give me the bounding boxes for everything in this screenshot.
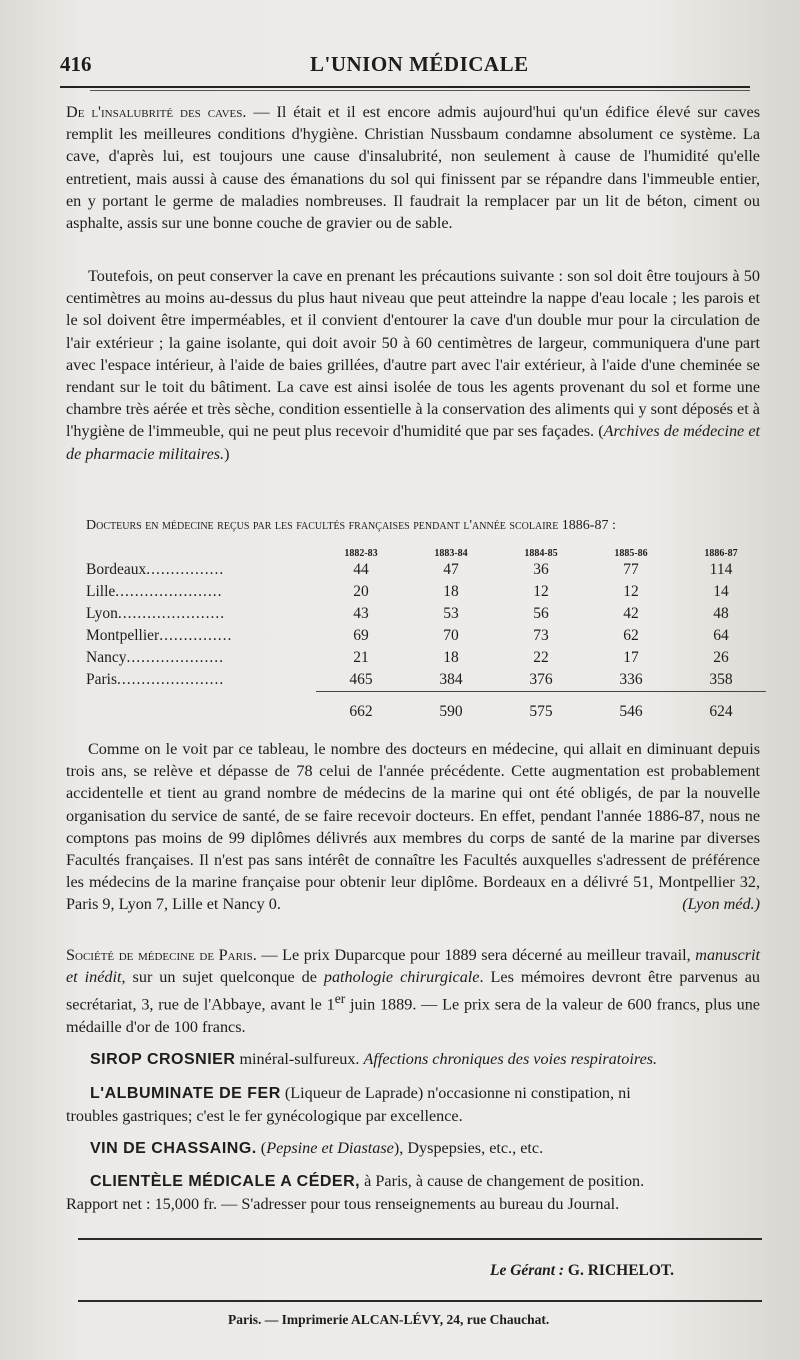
table-header-row xyxy=(86,545,766,559)
imprint: Paris. — Imprimerie ALCAN-LÉVY, 24, rue Chauchat. xyxy=(228,1312,550,1327)
table-cell: 336 xyxy=(619,671,643,688)
table-header-city xyxy=(86,545,316,559)
signature-label: Le Gérant : xyxy=(490,1262,565,1279)
table-cell: 62 xyxy=(623,627,639,644)
table-cell: 12 xyxy=(623,583,639,600)
header-rule-thin xyxy=(90,90,750,91)
ad-brand: SIROP CROSNIER xyxy=(90,1051,236,1068)
table-row xyxy=(86,603,766,625)
source-paren-open: ( xyxy=(594,422,604,441)
ad-brand: L'ALBUMINATE DE FER xyxy=(90,1085,281,1102)
table-cell: 47 xyxy=(443,561,459,578)
leader-dots: ...................... xyxy=(117,605,226,622)
ad-text: à Paris, à cause de changement de position. xyxy=(360,1172,645,1190)
city-name: Bordeaux xyxy=(86,561,147,578)
society-text-italic: pathologie chirurgicale xyxy=(323,968,480,987)
ad-text: troubles gastriques; c'est le fer gynécologique par excellence. xyxy=(66,1107,463,1126)
article-caves-source: Archives de médecine et de pharmacie militaires. xyxy=(66,422,761,463)
leader-dots: ...................... xyxy=(117,671,225,689)
table-cell: 14 xyxy=(713,583,729,600)
article-caves-paragraph-2 xyxy=(66,265,760,465)
table-cell: 43 xyxy=(353,605,369,622)
table-cell-city xyxy=(86,647,316,669)
signature-name: G. RICHELOT. xyxy=(567,1262,674,1279)
commentary-paragraph xyxy=(66,738,760,916)
table-cell: 114 xyxy=(709,561,733,578)
society-text-italic: manuscrit et inédit xyxy=(66,946,760,987)
ad-sirop-crosnier xyxy=(90,1048,784,1071)
table-cell: 12 xyxy=(533,583,549,600)
table-cell: 21 xyxy=(353,649,369,666)
table-header-year: 1886-87 xyxy=(704,547,738,559)
ad-text-italic: Affections chroniques des voies respiratoires. xyxy=(363,1050,658,1068)
source-paren-close: ) xyxy=(224,444,230,463)
society-paragraph xyxy=(66,944,760,1038)
signature-rule xyxy=(78,1238,762,1240)
leader-dots: ................ xyxy=(146,561,225,578)
commentary-source: (Lyon méd.) xyxy=(682,895,760,914)
table-cell: 69 xyxy=(353,627,369,644)
table-cell-city xyxy=(86,692,316,725)
commentary-body: Comme on le voit par ce tableau, le nombre des docteurs en médecine, qui allait en diminuant depuis trois ans, se relève et dépasse de 78 celui de l'année précédente. Cette augmentation est probablement accidentelle et tient au grand nombre de médecins de la marine qui ont été obligés, de par la nouvelle organisation du service de santé, de se faire recevoir docteurs. En effet, pendant l'année 1886-87, nous ne comptons pas moins de 99 diplômes délivrés aux membres du corps de santé de la marine par diverses Facultés françaises. Il n'est pas sans intérêt de connaître les Facultés auxquelles s'adressent de préférence les médecins de la marine française pour obtenir leur diplôme. Bordeaux en a délivré 51, Montpellier 32, Paris 9, Lyon 7, Lille et Nancy 0. xyxy=(66,740,760,914)
signature xyxy=(490,1262,674,1280)
article-caves-paragraph-1 xyxy=(66,101,760,234)
table-cell-city xyxy=(86,581,316,603)
table-total-cell: 546 xyxy=(586,692,676,725)
society-heading: Société de médecine de Paris. xyxy=(66,946,257,964)
table-title: Docteurs en médecine reçus par les facultés françaises pendant l'année scolaire 1886-87 : xyxy=(86,518,616,533)
table-header-year: 1882-83 xyxy=(344,547,378,559)
table-total-cell: 624 xyxy=(676,692,766,725)
table-cell-city xyxy=(86,669,316,692)
society-date-sup: er xyxy=(334,991,346,1007)
header-rule xyxy=(60,86,750,88)
article-caves-body-2: Toutefois, on peut conserver la cave en prenant les précautions suivante : son sol doit être toujours à 50 centimètres au moins au-dessus du plus haut niveau que peut atteindre la nappe d'eau locale ; les parois et le sol doivent être imperméables, et il convient d'entourer la cave d'un double mur pour la circulation de l'air extérieur ; la gaine isolante, qui doit avoir 50 à 60 centimètres de largeur, communiquera d'une part avec l'espace intérieur, à l'aide de baies grillées, d'autre part avec l'air extérieur, à l'aide d'une cheminée se rendant sur le toit du bâtiment. La cave est ainsi isolée de tous les agents provenant du sol et forme une chambre très aérée et très sèche, condition essentielle à la conservation des aliments qui y sont déposés et à l'hygiène de l'immeuble, qui ne peut plus recevoir d'humidité que par ses façades. xyxy=(66,267,760,441)
table-header-year: 1885-86 xyxy=(614,547,648,559)
table-cell: 56 xyxy=(533,605,549,622)
table-row xyxy=(86,581,766,603)
table-cell: 73 xyxy=(533,627,549,644)
society-date: 1 xyxy=(326,995,335,1014)
table-cell: 17 xyxy=(623,649,639,666)
table-cell: 465 xyxy=(349,671,373,688)
table-cell: 26 xyxy=(713,649,729,666)
leader-dots: .................... xyxy=(126,649,224,666)
leader-dots: ...................... xyxy=(115,583,223,600)
article-caves-body: — Il était et il est encore admis aujourd'hui qu'un édifice élevé sur caves remplit les meilleures conditions d'hygiène. Christian Nussbaum condamne absolument ce système. La cave, d'après lui, est toujours une cause d'insalubrité, non seulement à cause de l'humidité qu'elle entretient, mais aussi à cause des émanations du sol qui finissent par se répandre dans l'immeuble entier, en y portant le germe de maladies nombreuses. Il faudrait la remplacer par un lit de béton, ciment ou asphalte, assis sur une bonne couche de gravier ou de sable. xyxy=(66,103,760,233)
city-name: Montpellier xyxy=(86,627,160,644)
table-cell-city xyxy=(86,603,316,625)
table-cell: 64 xyxy=(713,627,729,644)
society-text: — Le prix Duparcque pour 1889 sera décerné au meilleur travail, xyxy=(256,946,696,964)
table-row xyxy=(86,625,766,647)
table-cell: 42 xyxy=(623,605,639,622)
table-cell: 18 xyxy=(443,583,459,600)
society-text: , sur un sujet quelconque de xyxy=(121,968,324,987)
city-name: Lyon xyxy=(86,605,118,622)
city-name: Paris xyxy=(86,671,117,689)
ad-text: ), Dyspepsies, etc., etc. xyxy=(393,1139,544,1157)
ad-vin-de-chassaing xyxy=(90,1137,784,1160)
table-cell: 48 xyxy=(713,605,729,622)
ad-brand: VIN DE CHASSAING. xyxy=(90,1140,257,1157)
article-caves-heading: De l'insalubrité des caves. xyxy=(66,103,247,121)
table-row xyxy=(86,669,766,692)
doctors-table xyxy=(86,545,766,724)
society-text: . Les mémoires devront être parvenus au secrétariat, 3, rue de l'Abbaye, avant le xyxy=(66,968,761,1014)
table-cell: 53 xyxy=(443,605,459,622)
ad-albuminate-de-fer xyxy=(66,1082,758,1127)
table-total-cell: 662 xyxy=(316,692,406,725)
page-number: 416 xyxy=(60,52,92,76)
leader-dots: ............... xyxy=(159,627,233,644)
ad-text: ( xyxy=(256,1139,267,1157)
society-text: juin 1889. — Le prix sera de la valeur de 600 francs, plus une médaille d'or de 100 francs. xyxy=(66,995,760,1036)
table-cell: 70 xyxy=(443,627,459,644)
table-cell: 36 xyxy=(533,561,549,578)
journal-title: L'UNION MÉDICALE xyxy=(310,52,529,76)
ad-text-italic: Pepsine et Diastase xyxy=(266,1139,394,1157)
table-cell: 376 xyxy=(529,671,553,688)
ad-text: (Liqueur de Laprade) n'occasionne ni constipation, ni xyxy=(280,1084,631,1102)
table-cell-city xyxy=(86,559,316,581)
table-header-year: 1884-85 xyxy=(524,547,558,559)
city-name: Nancy xyxy=(86,649,127,666)
ad-text: Rapport net : 15,000 fr. — S'adresser pour tous renseignements au bureau du Journal. xyxy=(66,1195,620,1214)
table-total-cell: 590 xyxy=(406,692,496,725)
table-cell: 77 xyxy=(623,561,639,578)
ad-clientele-medicale xyxy=(66,1170,758,1215)
table-cell-city xyxy=(86,625,316,647)
ad-brand: CLIENTÈLE MÉDICALE A CÉDER, xyxy=(90,1173,361,1190)
table-row xyxy=(86,647,766,669)
table-cell: 358 xyxy=(709,671,733,688)
page-header xyxy=(60,52,760,82)
imprint-rule xyxy=(78,1300,762,1302)
table-cell: 18 xyxy=(443,649,459,666)
ad-text: minéral-sulfureux. xyxy=(235,1050,364,1068)
table-total-cell: 575 xyxy=(496,692,586,725)
table-cell: 20 xyxy=(353,583,369,600)
table-total-row xyxy=(86,692,766,725)
table-cell: 44 xyxy=(353,561,369,578)
table-cell: 22 xyxy=(533,649,549,666)
table-row xyxy=(86,559,766,581)
table-cell: 384 xyxy=(439,671,463,688)
table-header-year: 1883-84 xyxy=(434,547,468,559)
city-name: Lille xyxy=(86,583,116,600)
